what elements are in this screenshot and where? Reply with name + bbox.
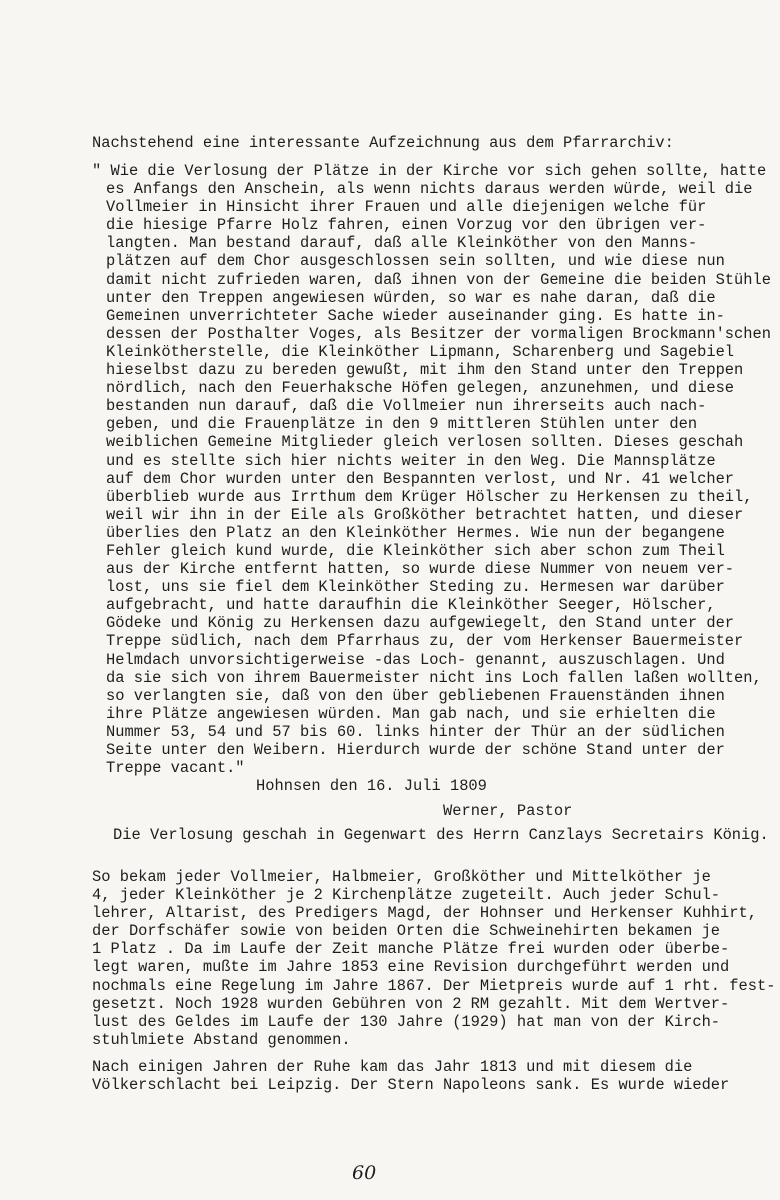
- quote-line: überlies den Platz an den Kleinköther Hermes. Wie nun der begangene: [106, 523, 725, 542]
- paragraph-napoleon: [92, 1058, 729, 1094]
- quote-line: weiblichen Gemeine Mitglieder gleich verlosen sollten. Dieses geschah: [106, 433, 744, 452]
- quote-line: bestanden nun darauf, daß die Vollmeier nun ihrerseits auch nach-: [106, 397, 707, 416]
- quote-line: Nummer 53, 54 und 57 bis 60. links hinter der Thür an der südlichen: [106, 722, 725, 741]
- witness-note: Die Verlosung geschah in Gegenwart des Herrn Canzlays Secretairs König.: [113, 826, 769, 844]
- quote-line: nördlich, nach den Feuerhaksche Höfen gelegen, anzunehmen, und diese: [106, 379, 735, 398]
- paragraph-line: stuhlmiete Abstand genommen.: [92, 1030, 351, 1049]
- quote-line: unter den Treppen angewiesen würden, so war es nahe daran, daß die: [106, 288, 716, 307]
- quote-line: Seite unter den Weibern. Hierdurch wurde der schöne Stand unter der: [106, 741, 725, 759]
- quote-line: aufgebracht, und hatte daraufhin die Kleinköther Seeger, Hölscher,: [106, 596, 716, 615]
- paragraph-line: 1 Platz . Da im Laufe der Zeit manche Plätze frei wurden oder überbe-: [92, 940, 730, 959]
- quote-line: so verlangten sie, daß von den über gebliebenen Frauenständen ihnen: [106, 686, 725, 705]
- paragraph-line: So bekam jeder Vollmeier, Halbmeier, Großköther und Mittelköther je: [92, 868, 711, 886]
- quote-line: Treppe vacant.": [106, 759, 245, 778]
- paragraph-seat-allocation: [92, 868, 775, 1049]
- paragraph-line: lust des Geldes im Laufe der 130 Jahre (1929) hat man von der Kirch-: [92, 1012, 721, 1031]
- quote-line: Helmdach unvorsichtigerweise -das Loch- genannt, auszuschlagen. Und: [106, 650, 725, 669]
- intro-line: [92, 134, 674, 152]
- quote-line: Fehler gleich kund wurde, die Kleinköther sich aber schon zum Theil: [106, 541, 725, 560]
- quote-line: Kleinkötherstelle, die Kleinköther Lipmann, Scharenberg und Sagebiel: [106, 342, 735, 361]
- quote-line: auf dem Chor wurden unter den Bespannten verlost, und Nr. 41 welcher: [106, 469, 735, 488]
- quote-line: da sie sich von ihrem Bauermeister nicht ins Loch fallen laßen wollten,: [106, 668, 762, 687]
- paragraph-line: Nach einigen Jahren der Ruhe kam das Jahr 1813 und mit diesem die: [92, 1058, 693, 1076]
- quote-line: lost, uns sie fiel dem Kleinköther Steding zu. Hermesen war darüber: [106, 578, 725, 597]
- paragraph-line: Völkerschlacht bei Leipzig. Der Stern Napoleons sank. Es wurde wieder: [92, 1076, 730, 1095]
- paragraph-line: legt waren, mußte im Jahre 1853 eine Revision durchgeführt werden und: [92, 958, 730, 977]
- quote-line: und es stellte sich hier nichts weiter in den Weg. Die Mannsplätze: [106, 451, 716, 470]
- paragraph-line: nochmals eine Regelung im Jahre 1867. Der Mietpreis wurde auf 1 rht. fest-: [92, 976, 776, 995]
- archive-quote: [92, 162, 771, 777]
- quote-line: Gödeke und König zu Herkensen dazu aufgewiegelt, den Stand unter der: [106, 614, 735, 633]
- paragraph-line: 4, jeder Kleinköther je 2 Kirchenplätze zugeteilt. Auch jeder Schul-: [92, 886, 721, 905]
- quote-line: weil wir ihn in der Eile als Großköther betrachtet hatten, und dieser: [106, 505, 744, 524]
- quote-line: langten. Man bestand darauf, daß alle Kleinköther von den Manns-: [106, 234, 698, 253]
- quote-line: Vollmeier in Hinsicht ihrer Frauen und alle diejenigen welche für: [106, 198, 707, 217]
- quote-line: es Anfangs den Anschein, als wenn nichts daraus werden würde, weil die: [106, 180, 753, 199]
- quote-line: hieselbst dazu zu bereden gewußt, mit ihm den Stand unter den Treppen: [106, 361, 744, 380]
- date-line: Hohnsen den 16. Juli 1809: [256, 777, 487, 795]
- quote-line: damit nicht zufrieden waren, daß ihnen von der Gemeine die beiden Stühle: [106, 270, 771, 289]
- intro-text: Nachstehend eine interessante Aufzeichnung aus dem Pfarrarchiv:: [92, 134, 674, 152]
- page-number: 60: [352, 1162, 377, 1184]
- quote-line: die hiesige Pfarre Holz fahren, einen Vorzug vor den übrigen ver-: [106, 216, 707, 235]
- signature: Werner, Pastor: [443, 802, 573, 820]
- paragraph-line: gesetzt. Noch 1928 wurden Gebühren von 2 RM gezahlt. Mit dem Wertver-: [92, 994, 730, 1013]
- paragraph-line: lehrer, Altarist, des Predigers Magd, der Hohnser und Herkenser Kuhhirt,: [92, 904, 757, 923]
- quote-line: ihre Plätze angewiesen würden. Man gab nach, und sie erhielten die: [106, 704, 716, 723]
- quote-line: plätzen auf dem Chor ausgeschlossen sein sollten, und wie diese nun: [106, 252, 725, 271]
- quote-line: Treppe südlich, nach dem Pfarrhaus zu, der vom Herkenser Bauermeister: [106, 632, 744, 651]
- quote-line: geben, und die Frauenplätze in den 9 mittleren Stühlen unter den: [106, 415, 698, 434]
- quote-line: " Wie die Verlosung der Plätze in der Kirche vor sich gehen sollte, hatte: [92, 162, 767, 180]
- paragraph-line: der Dorfschäfer sowie von beiden Orten die Schweinehirten bekamen je: [92, 922, 721, 941]
- quote-line: dessen der Posthalter Voges, als Besitzer der vormaligen Brockmann'schen: [106, 324, 771, 343]
- quote-line: Gemeinen unverrichteter Sache wieder auseinander ging. Es hatte in-: [106, 306, 725, 325]
- quote-line: aus der Kirche entfernt hatten, so wurde diese Nummer von neuem ver-: [106, 560, 735, 579]
- quote-line: überblieb wurde aus Irrthum dem Krüger Hölscher zu Herkensen zu theil,: [106, 487, 753, 506]
